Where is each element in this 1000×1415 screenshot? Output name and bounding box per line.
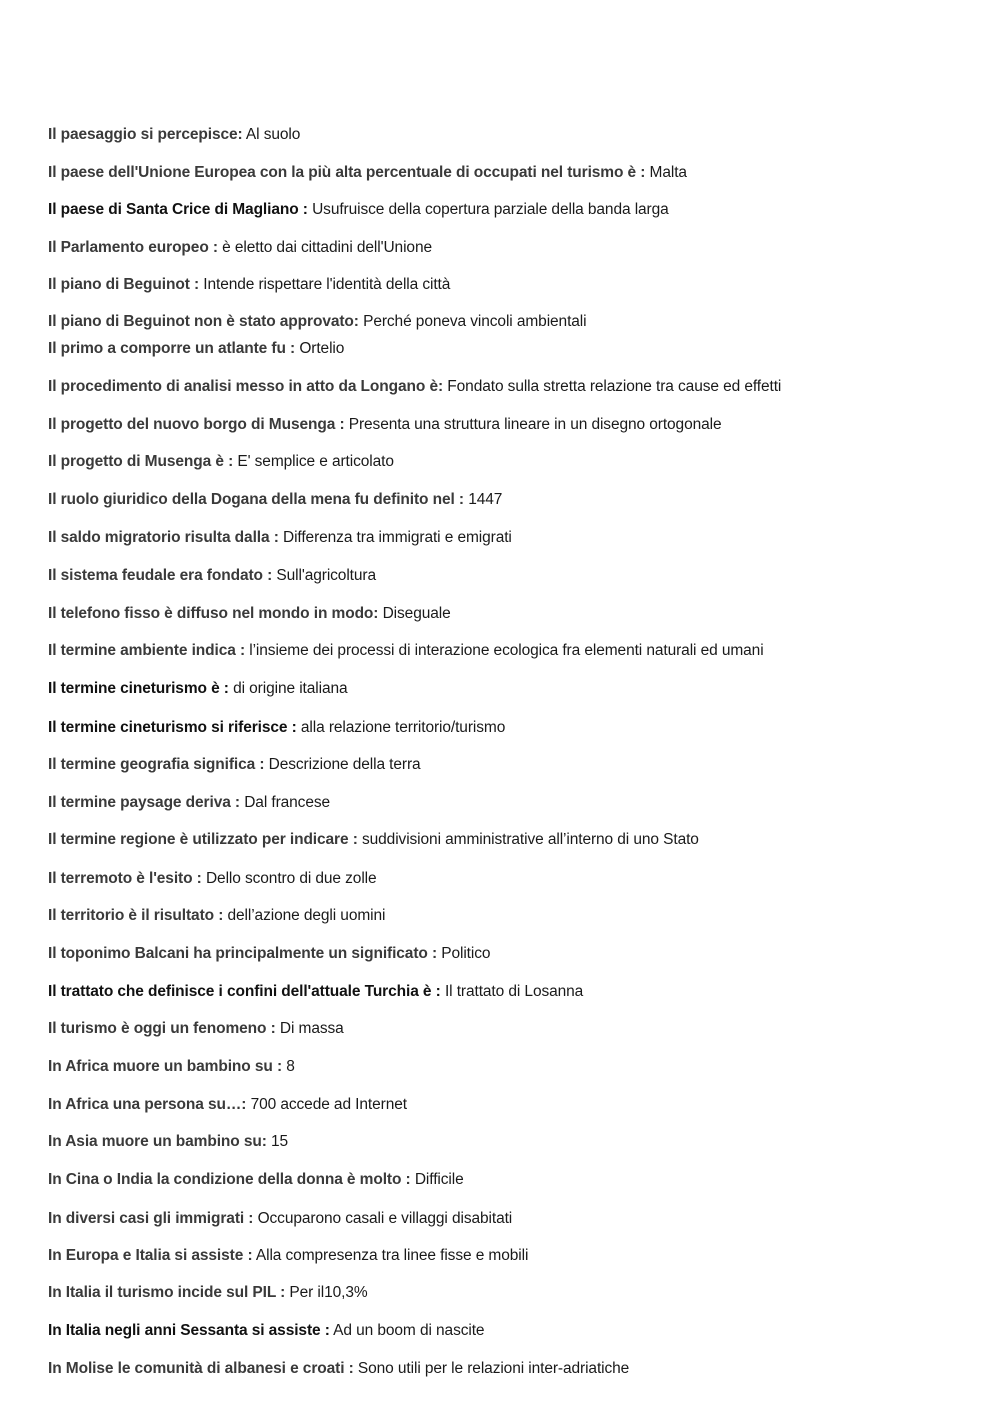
question-text: Il paesaggio si percepisce: bbox=[48, 126, 243, 143]
question-text: Il saldo migratorio risulta dalla : bbox=[48, 529, 279, 546]
answer-text: dell’azione degli uomini bbox=[223, 907, 386, 924]
answer-text: 1447 bbox=[463, 491, 503, 508]
qa-entry bbox=[48, 718, 505, 738]
question-text: Il termine regione è utilizzato per indicare : bbox=[48, 831, 358, 848]
qa-entry bbox=[48, 1246, 528, 1266]
qa-entry bbox=[48, 238, 432, 258]
question-text: In Molise le comunità di albanesi e croati : bbox=[48, 1360, 354, 1377]
qa-entry bbox=[48, 679, 348, 699]
answer-text: l’insieme dei processi di interazione ecologica fra elementi naturali ed umani bbox=[245, 642, 764, 659]
qa-entry bbox=[48, 275, 450, 295]
qa-entry bbox=[48, 339, 344, 359]
qa-entry bbox=[48, 1095, 407, 1115]
qa-entry bbox=[48, 415, 722, 435]
answer-text: Occuparono casali e villaggi disabitati bbox=[253, 1210, 513, 1227]
qa-entry bbox=[48, 793, 330, 813]
question-text: Il sistema feudale era fondato : bbox=[48, 567, 273, 584]
answer-text: Intende rispettare l'identità della città bbox=[199, 276, 451, 293]
answer-text: Perché poneva vincoli ambientali bbox=[358, 313, 587, 330]
answer-text: 700 accede ad Internet bbox=[246, 1096, 407, 1113]
qa-entry bbox=[48, 163, 687, 183]
question-text: In Africa una persona su…: bbox=[48, 1096, 247, 1113]
qa-entry bbox=[48, 312, 587, 332]
question-text: In Africa muore un bambino su : bbox=[48, 1058, 283, 1075]
answer-text: Difficile bbox=[410, 1171, 464, 1188]
qa-entry bbox=[48, 1359, 629, 1379]
question-text: Il termine cineturismo si riferisce : bbox=[48, 719, 297, 736]
qa-entry bbox=[48, 1057, 295, 1077]
qa-entry bbox=[48, 377, 781, 397]
qa-entry bbox=[48, 566, 376, 586]
qa-entry bbox=[48, 1132, 288, 1152]
qa-entry bbox=[48, 604, 451, 624]
question-text: Il trattato che definisce i confini dell'attuale Turchia è : bbox=[48, 983, 441, 1000]
answer-text: 15 bbox=[266, 1133, 289, 1150]
qa-entry bbox=[48, 1170, 464, 1190]
answer-text: di origine italiana bbox=[228, 680, 348, 697]
answer-text: Presenta una struttura lineare in un disegno ortogonale bbox=[344, 416, 722, 433]
question-text: Il termine paysage deriva : bbox=[48, 794, 240, 811]
answer-text: è eletto dai cittadini dell'Unione bbox=[217, 239, 432, 256]
answer-text: Politico bbox=[437, 945, 491, 962]
answer-text: Alla compresenza tra linee fisse e mobili bbox=[252, 1247, 529, 1264]
question-text: Il piano di Beguinot non è stato approvato: bbox=[48, 313, 359, 330]
question-text: Il turismo è oggi un fenomeno : bbox=[48, 1020, 276, 1037]
question-text: Il termine cineturismo è : bbox=[48, 680, 229, 697]
qa-entry bbox=[48, 1019, 344, 1039]
question-text: Il paese di Santa Crice di Magliano : bbox=[48, 201, 308, 218]
answer-text: Il trattato di Losanna bbox=[440, 983, 584, 1000]
question-text: Il primo a comporre un atlante fu : bbox=[48, 340, 296, 357]
question-text: In Europa e Italia si assiste : bbox=[48, 1247, 253, 1264]
qa-entry bbox=[48, 1209, 512, 1229]
qa-entry bbox=[48, 1321, 484, 1341]
answer-text: Dello scontro di due zolle bbox=[201, 870, 377, 887]
question-text: Il Parlamento europeo : bbox=[48, 239, 218, 256]
answer-text: Di massa bbox=[275, 1020, 344, 1037]
answer-text: suddivisioni amministrative all’interno di uno Stato bbox=[357, 831, 699, 848]
qa-entry bbox=[48, 200, 669, 220]
qa-entry bbox=[48, 944, 490, 964]
qa-entry bbox=[48, 125, 300, 145]
question-text: Il progetto di Musenga è : bbox=[48, 453, 234, 470]
qa-entry bbox=[48, 452, 394, 472]
question-text: Il paese dell'Unione Europea con la più alta percentuale di occupati nel turismo è : bbox=[48, 164, 646, 181]
question-text: In Asia muore un bambino su: bbox=[48, 1133, 267, 1150]
qa-entry bbox=[48, 528, 512, 548]
question-text: Il territorio è il risultato : bbox=[48, 907, 224, 924]
answer-text: Sull'agricoltura bbox=[272, 567, 376, 584]
answer-text: Sono utili per le relazioni inter-adriatiche bbox=[353, 1360, 630, 1377]
answer-text: Diseguale bbox=[378, 605, 451, 622]
question-text: Il piano di Beguinot : bbox=[48, 276, 200, 293]
question-text: In Cina o India la condizione della donna è molto : bbox=[48, 1171, 411, 1188]
question-text: Il ruolo giuridico della Dogana della mena fu definito nel : bbox=[48, 491, 464, 508]
qa-entry bbox=[48, 982, 583, 1002]
question-text: Il telefono fisso è diffuso nel mondo in modo: bbox=[48, 605, 379, 622]
answer-text: 8 bbox=[282, 1058, 295, 1075]
answer-text: E' semplice e articolato bbox=[233, 453, 394, 470]
question-text: Il termine geografia significa : bbox=[48, 756, 265, 773]
answer-text: Differenza tra immigrati e emigrati bbox=[278, 529, 512, 546]
question-text: In Italia il turismo incide sul PIL : bbox=[48, 1284, 286, 1301]
answer-text: Malta bbox=[645, 164, 687, 181]
answer-text: Per il10,3% bbox=[285, 1284, 368, 1301]
question-text: Il termine ambiente indica : bbox=[48, 642, 246, 659]
qa-entry bbox=[48, 906, 385, 926]
question-text: In Italia negli anni Sessanta si assiste : bbox=[48, 1322, 330, 1339]
qa-entry bbox=[48, 755, 421, 775]
qa-entry bbox=[48, 869, 377, 889]
answer-text: Fondato sulla stretta relazione tra cause ed effetti bbox=[443, 378, 782, 395]
answer-text: Ortelio bbox=[295, 340, 345, 357]
qa-entry bbox=[48, 490, 502, 510]
qa-entry bbox=[48, 830, 699, 850]
answer-text: Dal francese bbox=[240, 794, 331, 811]
question-text: Il toponimo Balcani ha principalmente un significato : bbox=[48, 945, 438, 962]
answer-text: Usufruisce della copertura parziale della banda larga bbox=[307, 201, 669, 218]
question-text: Il terremoto è l'esito : bbox=[48, 870, 202, 887]
question-text: Il procedimento di analisi messo in atto da Longano è: bbox=[48, 378, 444, 395]
question-text: Il progetto del nuovo borgo di Musenga : bbox=[48, 416, 345, 433]
qa-entry bbox=[48, 1283, 368, 1303]
answer-text: Al suolo bbox=[242, 126, 301, 143]
answer-text: Ad un boom di nascite bbox=[329, 1322, 485, 1339]
question-text: In diversi casi gli immigrati : bbox=[48, 1210, 254, 1227]
answer-text: alla relazione territorio/turismo bbox=[296, 719, 506, 736]
qa-entry bbox=[48, 641, 764, 661]
answer-text: Descrizione della terra bbox=[264, 756, 421, 773]
